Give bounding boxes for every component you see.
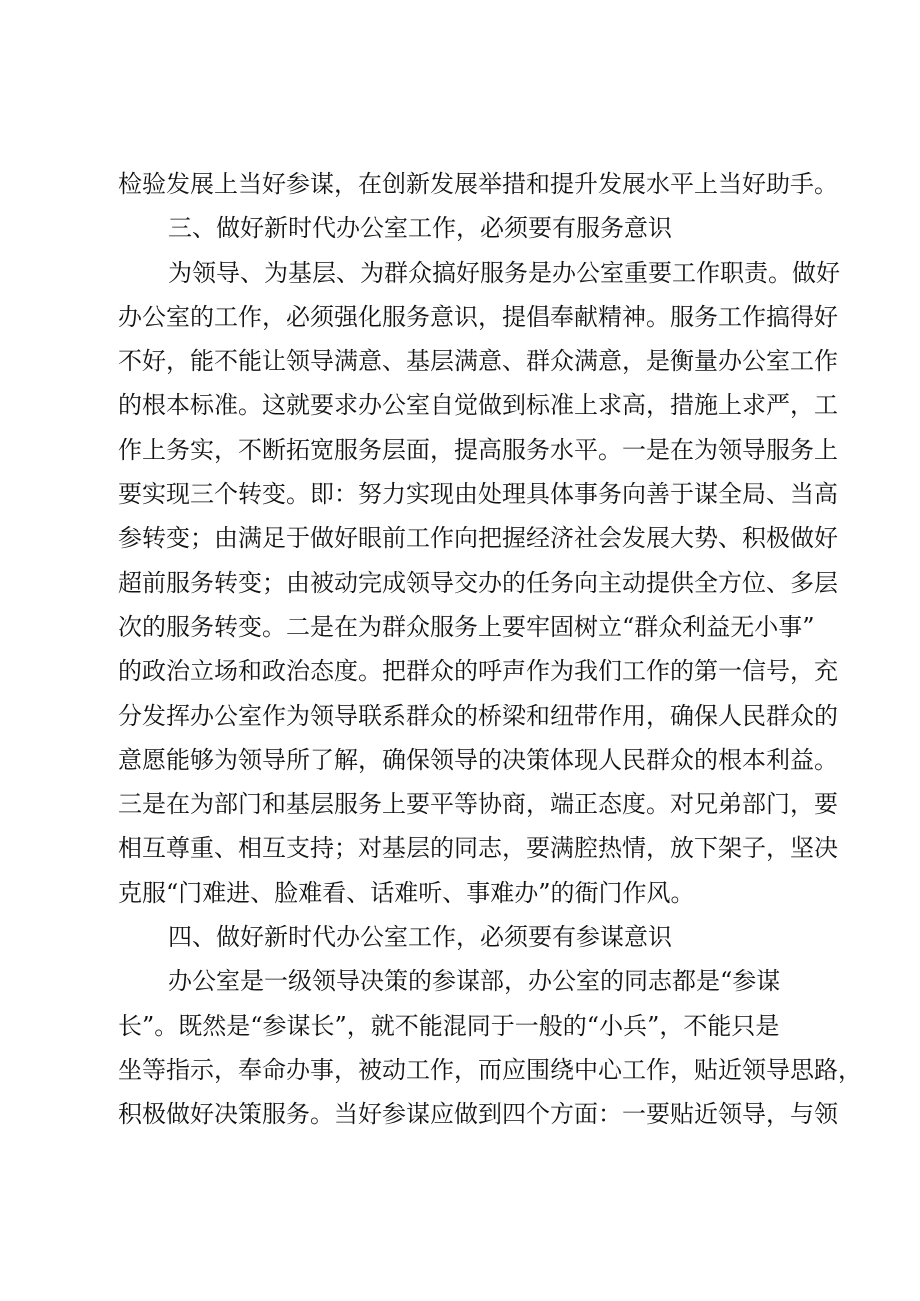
section-heading-service: 三、做好新时代办公室工作，必须要有服务意识 — [168, 214, 672, 243]
paragraph-line: 的政治立场和政治态度。把群众的呼声作为我们工作的第一信号，充 — [118, 657, 838, 686]
paragraph-line: 长”。既然是“参谋长”，就不能混同于一般的“小兵”，不能只是 — [118, 1011, 780, 1040]
paragraph-line: 办公室的工作，必须强化服务意识，提倡奉献精神。服务工作搞得好 — [118, 302, 838, 331]
paragraph-line: 坐等指示，奉命办事，被动工作，而应围绕中心工作，贴近领导思路， — [118, 1055, 862, 1084]
paragraph-line-first: 办公室是一级领导决策的参谋部，办公室的同志都是“参谋 — [168, 967, 781, 996]
paragraph-line: 积极做好决策服务。当好参谋应做到四个方面：一要贴近领导，与领 — [118, 1100, 838, 1129]
section-heading-advisor: 四、做好新时代办公室工作，必须要有参谋意识 — [168, 923, 672, 952]
paragraph-line: 三是在为部门和基层服务上要平等协商，端正态度。对兄弟部门，要 — [118, 790, 838, 819]
paragraph-line: 相互尊重、相互支持；对基层的同志，要满腔热情，放下架子，坚决 — [118, 834, 838, 863]
body-text — [118, 162, 862, 1137]
paragraph-line-first: 为领导、为基层、为群众搞好服务是办公室重要工作职责。做好 — [168, 258, 840, 287]
paragraph-line: 超前服务转变；由被动完成领导交办的任务向主动提供全方位、多层 — [118, 568, 838, 597]
paragraph-line: 次的服务转变。二是在为群众服务上要牢固树立“群众利益无小事” — [118, 612, 815, 641]
paragraph-line-continuation: 检验发展上当好参谋，在创新发展举措和提升发展水平上当好助手。 — [118, 170, 838, 198]
paragraph-line: 参转变；由满足于做好眼前工作向把握经济社会发展大势、积极做好 — [118, 524, 838, 553]
paragraph-line: 分发挥办公室作为领导联系群众的桥梁和纽带作用，确保人民群众的 — [118, 701, 838, 730]
paragraph-line: 的根本标准。这就要求办公室自觉做到标准上求高，措施上求严，工 — [118, 391, 838, 420]
paragraph-line: 意愿能够为领导所了解，确保领导的决策体现人民群众的根本利益。 — [118, 745, 838, 774]
paragraph-line: 克服“门难进、脸难看、话难听、事难办”的衙门作风。 — [118, 878, 695, 907]
paragraph-line: 作上务实，不断拓宽服务层面，提高服务水平。一是在为领导服务上 — [118, 435, 838, 464]
paragraph-line: 要实现三个转变。即：努力实现由处理具体事务向善于谋全局、当高 — [118, 480, 838, 509]
paragraph-line: 不好，能不能让领导满意、基层满意、群众满意，是衡量办公室工作 — [118, 347, 838, 376]
